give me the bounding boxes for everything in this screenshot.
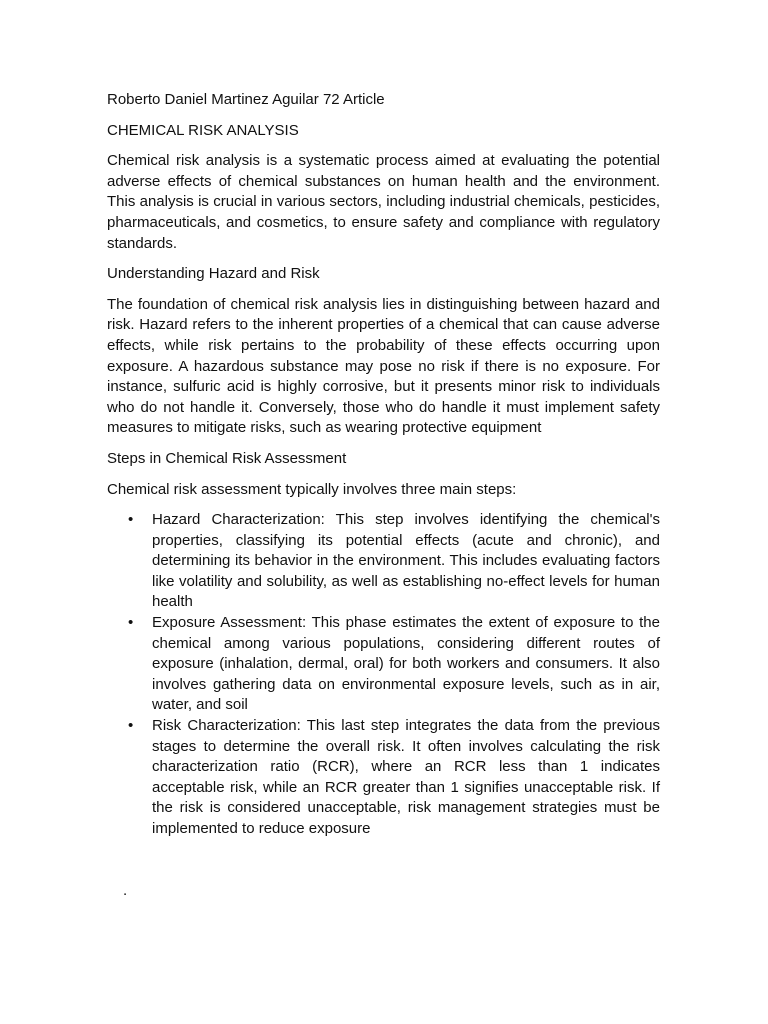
list-item: [107, 510, 660, 613]
intro-paragraph: Chemical risk analysis is a systematic process aimed at evaluating the potential adverse effects of chemical substances on human health and the environment. This analysis is crucial in various sectors, including industrial chemicals, pesticides, pharmaceuticals, and cosmetics, to ensure safety and compliance with regulatory standards.: [107, 152, 660, 252]
steps-list: [107, 510, 660, 840]
bullet-icon: •: [128, 614, 134, 632]
list-item: [107, 613, 660, 716]
steps-heading: Steps in Chemical Risk Assessment: [107, 449, 347, 467]
bullet-icon: •: [128, 717, 134, 735]
document-title: CHEMICAL RISK ANALYSIS: [107, 121, 299, 139]
trailing-mark: .: [123, 882, 128, 899]
hazard-heading: Understanding Hazard and Risk: [107, 265, 320, 283]
author-line: Roberto Daniel Martinez Aguilar 72 Article: [107, 91, 385, 108]
hazard-paragraph: The foundation of chemical risk analysis lies in distinguishing between hazard and risk. Hazard refers to the inherent properties of a chemical that can cause adverse effects, while risk pertains to the probability of these effects occurring upon exposure. A hazardous substance may pose no risk if there is no exposure. For instance, sulfuric acid is highly corrosive, but it presents minor risk to individuals who do not handle it. Conversely, those who do handle it must implement safety measures to mitigate risks, such as wearing protective equipment: [107, 295, 660, 437]
bullet-icon: •: [128, 511, 134, 529]
document-page: [107, 90, 660, 840]
list-item: [107, 716, 660, 840]
list-item-text: Exposure Assessment: This phase estimates the extent of exposure to the chemical among various populations, considering different routes of exposure (inhalation, dermal, oral) for both workers and consumers. It also involves gathering data on environmental exposure levels, such as in air, water, and soil: [152, 614, 660, 714]
list-item-text: Risk Characterization: This last step integrates the data from the previous stages to determine the overall risk. It often involves calculating the risk characterization ratio (RCR), where an RCR less than 1 indicates acceptable risk, while an RCR greater than 1 signifies unacceptable risk. If the risk is considered unacceptable, risk management strategies must be implemented to reduce exposure: [152, 717, 660, 837]
list-item-text: Hazard Characterization: This step involves identifying the chemical's properties, classifying its potential effects (acute and chronic), and determining its behavior in the environment. This includes evaluating factors like volatility and solubility, as well as establishing no-effect levels for human health: [152, 511, 660, 611]
steps-intro: Chemical risk assessment typically involves three main steps:: [107, 480, 517, 498]
